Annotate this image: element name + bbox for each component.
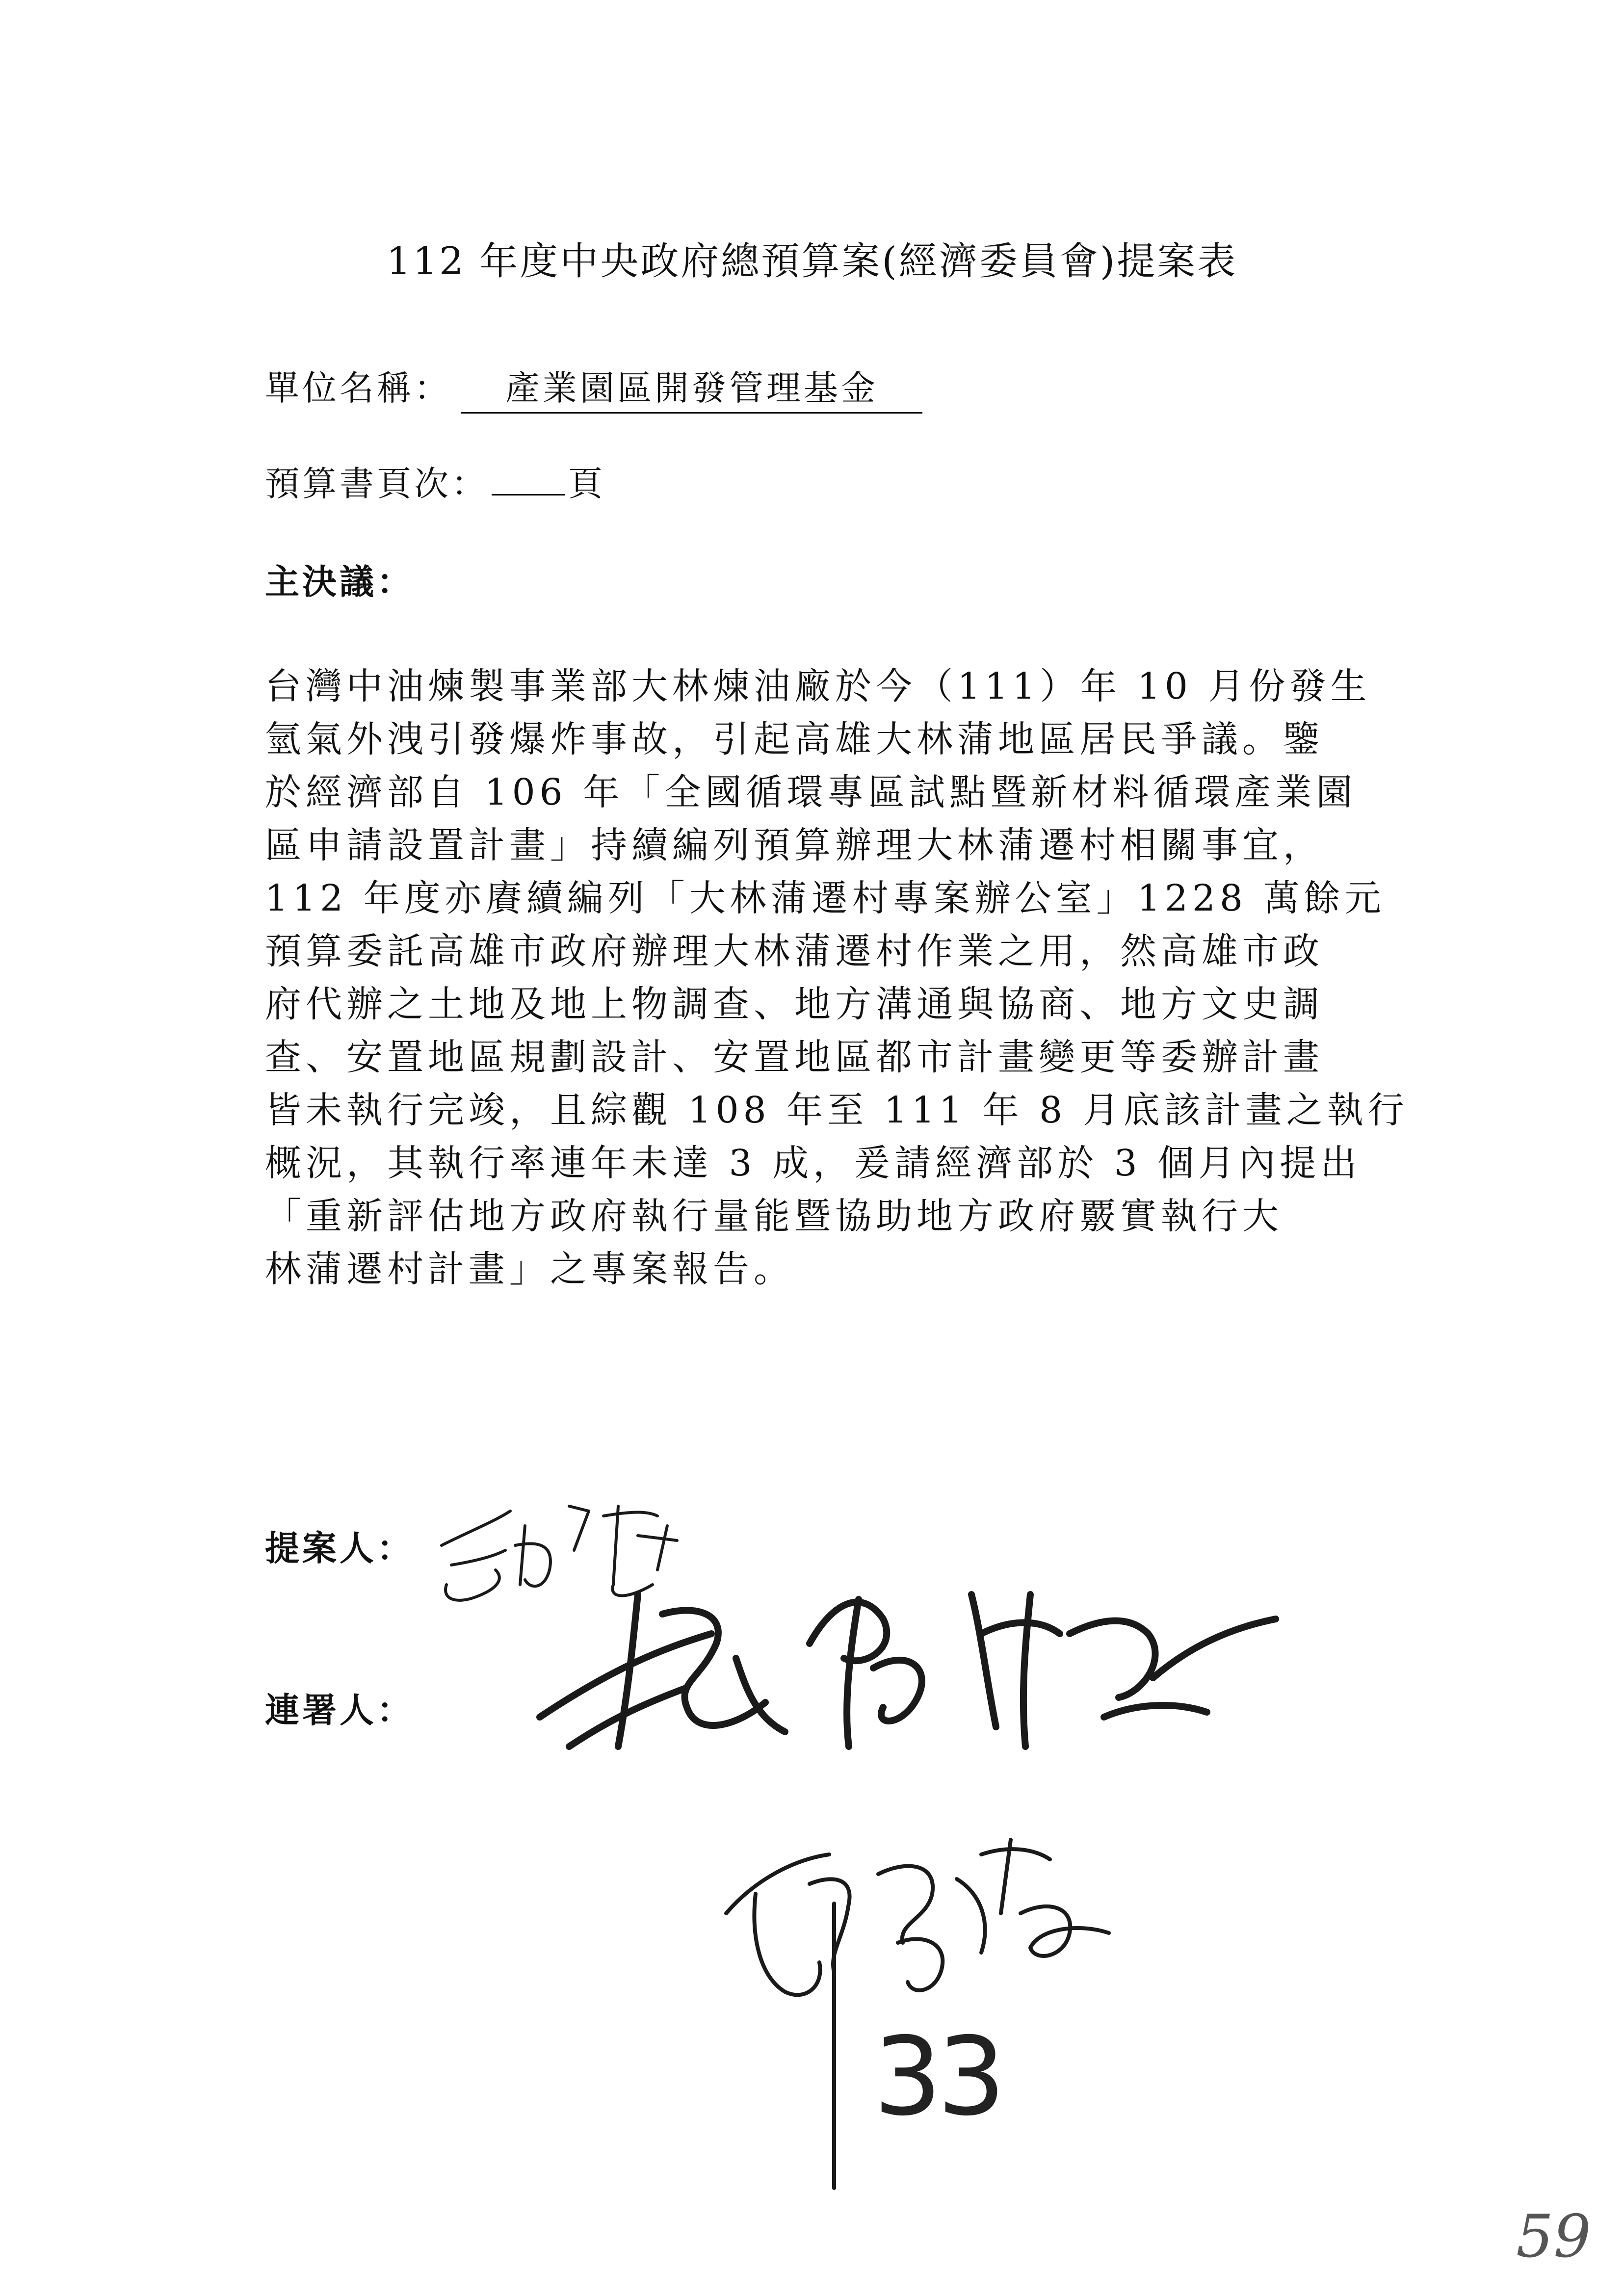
page-number-mark: 59 xyxy=(1516,2203,1591,2271)
proposer-signature xyxy=(442,1506,677,1600)
body-line: 「重新評估地方政府執行量能暨協助地方政府覈實執行大 xyxy=(265,1195,1283,1237)
document-title: 112 年度中央政府總預算案(經濟委員會)提案表 xyxy=(386,239,1238,284)
cosigner-signature-1 xyxy=(540,1594,1276,1747)
body-line: 預算委託高雄市政府辦理大林蒲遷村作業之用，然高雄市政 xyxy=(265,930,1324,972)
handwritten-number: 33 xyxy=(873,2014,1001,2139)
budget-page-suffix: 頁 xyxy=(568,464,605,504)
body-line: 112 年度亦賡續編列「大林蒲遷村專案辦公室」1228 萬餘元 xyxy=(265,877,1386,919)
cosigner-label: 連署人： xyxy=(265,1690,414,1730)
unit-name-label: 單位名稱： xyxy=(265,368,451,408)
body-line: 府代辦之土地及地上物調查、地方溝通與協商、地方文史調 xyxy=(265,983,1324,1025)
budget-page-label: 預算書頁次： xyxy=(265,464,489,504)
body-line: 台灣中油煉製事業部大林煉油廠於今（111）年 10 月份發生 xyxy=(265,665,1371,707)
body-line: 林蒲遷村計畫」之專案報告。 xyxy=(265,1248,794,1290)
body-line: 區申請設置計畫」持續編列預算辦理大林蒲遷村相關事宜， xyxy=(265,824,1324,866)
body-line: 氫氣外洩引發爆炸事故，引起高雄大林蒲地區居民爭議。鑒 xyxy=(265,718,1324,760)
body-line: 查、安置地區規劃設計、安置地區都市計畫變更等委辦計畫 xyxy=(265,1036,1324,1078)
proposer-label: 提案人： xyxy=(265,1528,414,1568)
main-resolution-label: 主決議： xyxy=(265,561,414,602)
unit-name-value: 產業園區開發管理基金 xyxy=(461,361,922,414)
body-line: 於經濟部自 106 年「全國循環專區試點暨新材料循環產業園 xyxy=(265,771,1357,813)
body-line: 皆未執行完竣，且綜觀 108 年至 111 年 8 月底該計畫之執行 xyxy=(265,1089,1409,1131)
body-line: 概況，其執行率連年未達 3 成，爰請經濟部於 3 個月內提出 xyxy=(265,1142,1362,1184)
